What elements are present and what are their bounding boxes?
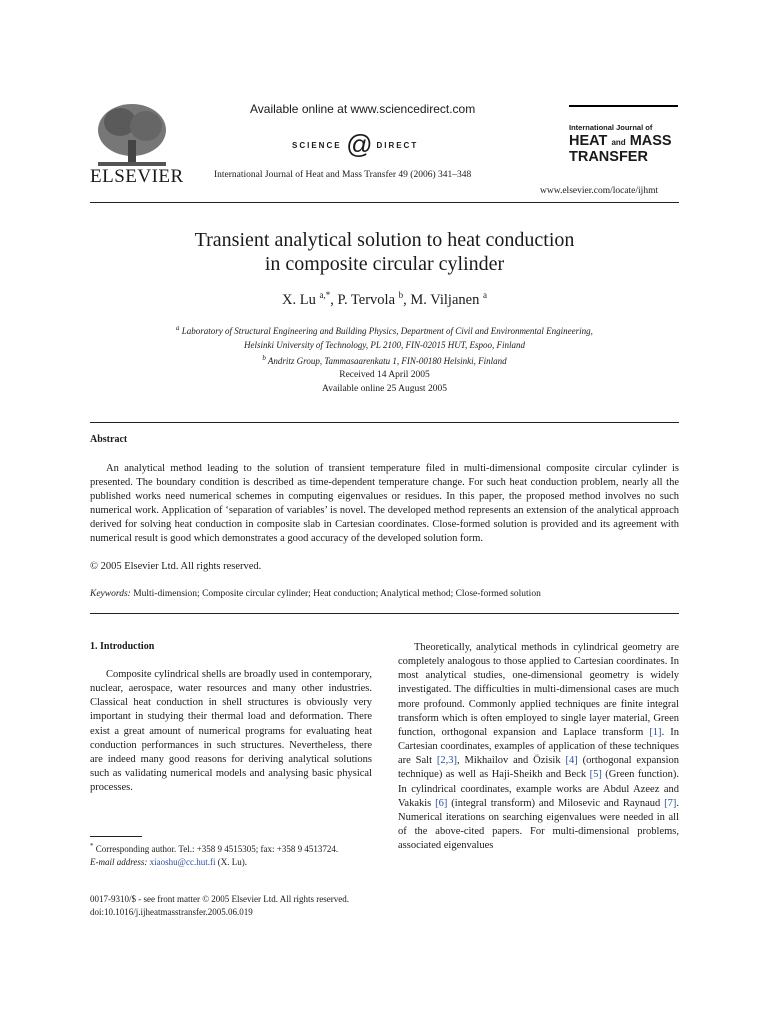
citation-link[interactable]: [4] (565, 755, 578, 767)
journal-citation: International Journal of Heat and Mass Transfer 49 (2006) 341–348 (214, 170, 472, 180)
journal-url-link[interactable]: www.elsevier.com/locate/ijhmt (540, 186, 659, 196)
article-title: Transient analytical solution to heat conduction in composite circular cylinder (194, 229, 575, 275)
author-list: X. Lu $^{a,*}$, P. Tervola $^b$, M. Viljanen $^a$ (282, 290, 487, 308)
front-matter-info (90, 893, 349, 919)
citation-link[interactable]: [7] (664, 797, 677, 809)
journal-logo-rule (569, 105, 678, 107)
keywords: Keywords: Multi-dimension; Composite circular cylinder; Heat conduction; Analytical method; Close-formed solution (90, 589, 541, 599)
intro-left-paragraph: Composite cylindrical shells are broadly used in contemporary, nuclear, aerospace, water resources and many other industries. Classical heat conduction in shell structures is obviously very important in studying their thermal load and deformation. There exist a great amount of numerical programs for evaluating heat conduction performances in such structures. Nevertheless, there are indeed many good reasons for deriving analytical solutions such as validating numerical models and analysing basic physical processes. (90, 669, 372, 794)
publisher-logo-text: ELSEVIER (90, 166, 184, 187)
journal-logo-small: International Journal of (569, 123, 653, 132)
issn-line: 0017-9310/$ - see front matter © 2005 Elsevier Ltd. All rights reserved. (90, 894, 350, 904)
citation-link[interactable]: [5] (589, 769, 602, 781)
author-name: P. Tervola (337, 291, 396, 308)
citation-link[interactable]: [2,3] (436, 755, 458, 767)
article-dates: Received 14 April 2005 Available online 25 August 2005 (322, 370, 447, 394)
email-link[interactable]: xiaoshu@cc.hut.fi (149, 857, 216, 867)
section-heading: 1. Introduction (90, 641, 155, 652)
sciencedirect-logo: SCIENCE @ DIRECT (292, 129, 419, 159)
abstract-text: An analytical method leading to the solution of transient temperature filed in multi-dimensional composite circular cylinder is presented. The boundary condition is described as time-dependent temperature change. For such heat conduction problem, nearly all the published works need numerical schemes in computing eigenvalues or residues. In this paper, the proposed method involves no such numerical work. Application of ‘separation of variables’ is novel. The developed method represents an extension of the analytical approach derived for solving heat conduction in composite slab in Cartesian coordinates. Close-formed solution is provided and its agreement with numerical result is good which demonstrates a good accuracy of the developed solution form. (90, 463, 679, 544)
citation-link[interactable]: [6] (435, 797, 448, 809)
available-online-text: Available online at www.sciencedirect.com (250, 102, 476, 116)
abstract-copyright: © 2005 Elsevier Ltd. All rights reserved. (90, 561, 262, 572)
footnote: * Corresponding author. Tel.: +358 9 4515305; fax: +358 9 4513724. E-mail address: xiaoshu@cc.hut.fi (X. Lu). (90, 842, 339, 867)
author-name: X. Lu (282, 291, 316, 308)
footnote-rule (90, 836, 142, 837)
keywords-divider (90, 613, 679, 614)
header-divider (90, 202, 679, 203)
abstract-heading: Abstract (90, 434, 128, 445)
intro-right-paragraph: Theoretically, analytical methods in cylindrical geometry are completely analogous to those applied to Cartesian coordinates. In most analytical studies, one-dimensional geometry is widely investigated. The difficulties in multi-dimensional cases are much more profound. Commonly applied techniques are finite integral transform which is often employed to single layer material, Green function, orthogonal expansion and Laplace transform [1]. In Cartesian coordinates, examples of application of these techniques are Salt [2,3], Mikhailov and Özisik [4] (orthogonal expansion technique) as well as Haji-Sheikh and Beck [5] (Green function). In cylindrical coordinates, example works are Abdul Azeez and Vakakis [6] (integral transform) and Milosevic and Raynaud [7]. Numerical iterations on searching eigenvalues were needed in all of the above-cited papers. For multi-dimensional problems, associated eigenvalues (398, 642, 680, 852)
doi-line[interactable]: doi:10.1016/j.ijheatmasstransfer.2005.06.019 (90, 907, 253, 917)
affiliations: $^a$ Laboratory of Structural Engineering and Building Physics, Department of Civil and Environmental Engineering, Helsinki University of Technology, PL 2100, FIN-02015 HUT, Espoo, Finland $^b$ Andritz Group, Tammasaarenkatu 1, FIN-00180 Helsinki, Finland (176, 324, 593, 366)
journal-logo: HEAT and MASS TRANSFER (569, 133, 672, 165)
citation-link[interactable]: [1] (649, 726, 662, 738)
abstract-divider (90, 422, 679, 423)
author-name: M. Viljanen (410, 291, 480, 308)
